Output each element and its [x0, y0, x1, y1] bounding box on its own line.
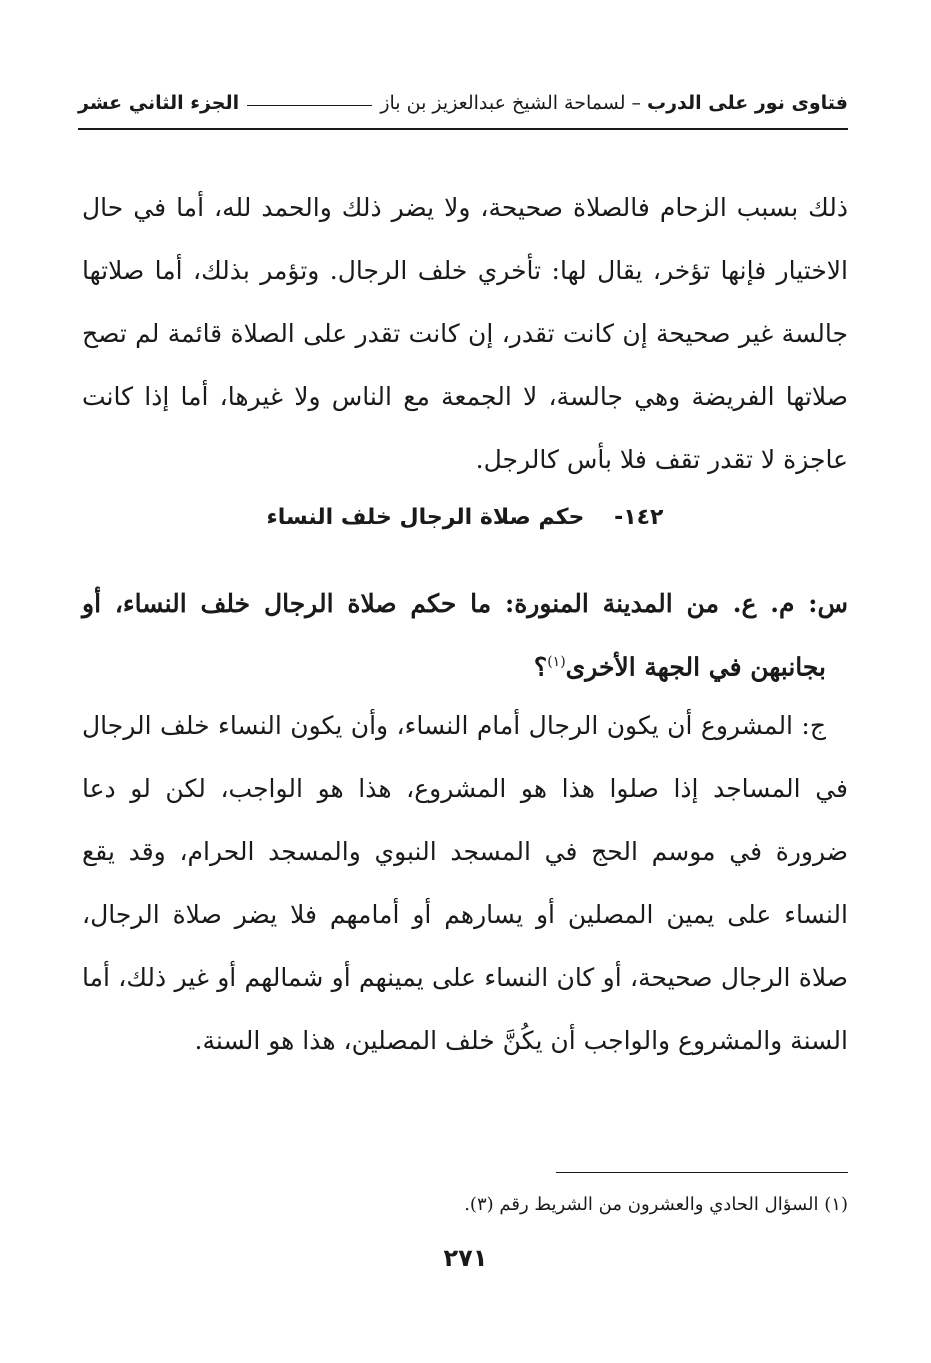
- question-line-2: [82, 633, 848, 696]
- page-number: ٢٧١: [443, 1244, 488, 1272]
- question-mark: ؟: [533, 652, 548, 682]
- volume-part: الجزء الثاني عشر: [78, 92, 240, 114]
- section-title: حكم صلاة الرجال خلف النساء: [266, 505, 585, 530]
- question-line-1: س: م. ع. من المدينة المنورة: ما حكم صلاة الرجال خلف النساء، أو: [82, 589, 848, 618]
- author-name: لسماحة الشيخ عبدالعزيز بن باز: [380, 92, 626, 114]
- answer-paragraph: [82, 694, 848, 1072]
- question-line-2-text: بجانبهن في الجهة الأخرى: [565, 652, 826, 682]
- book-title: فتاوى نور على الدرب: [647, 92, 848, 114]
- footnote-divider: [556, 1172, 848, 1173]
- answer-text: ج: المشروع أن يكون الرجال أمام النساء، وأن يكون النساء خلف الرجال في المساجد إذا صلوا هذا هو المشروع، هذا هو الواجب، لكن لو دعا ضرورة في موسم الحج في المسجد النبوي والمسجد الحرام، وقد يقع النساء على يمين المصلين أو يسارهم أو أمامهم فلا يضر صلاة الرجال، صلاة الرجال صحيحة، أو كان النساء على يمينهم أو شمالهم أو غير ذلك، أما السنة والمشروع والواجب أن يكُنَّ خلف المصلين، هذا هو السنة.: [82, 711, 848, 1055]
- footnote: (١) السؤال الحادي والعشرون من الشريط رقم (٣).: [464, 1194, 848, 1215]
- header-dash-rule: [247, 105, 372, 106]
- section-heading: [82, 498, 848, 538]
- running-header: [78, 86, 848, 120]
- section-number: ١٤٢-: [614, 505, 664, 530]
- continuation-paragraph: ذلك بسبب الزحام فالصلاة صحيحة، ولا يضر ذلك والحمد لله، أما في حال الاختيار فإنها تؤخر، يقال لها: تأخري خلف الرجال. وتؤمر بذلك، أما صلاتها جالسة غير صحيحة إن كانت تقدر، إن كانت تقدر على الصلاة قائمة لم تصح صلاتها الفريضة وهي جالسة، لا الجمعة مع الناس ولا غيرها، أما إذا كانت عاجزة لا تقدر تقف فلا بأس كالرجل.: [82, 193, 848, 474]
- header-underline: [78, 128, 848, 130]
- header-separator: –: [631, 92, 641, 114]
- footnote-reference: (١): [547, 654, 566, 670]
- question-block: [82, 575, 848, 696]
